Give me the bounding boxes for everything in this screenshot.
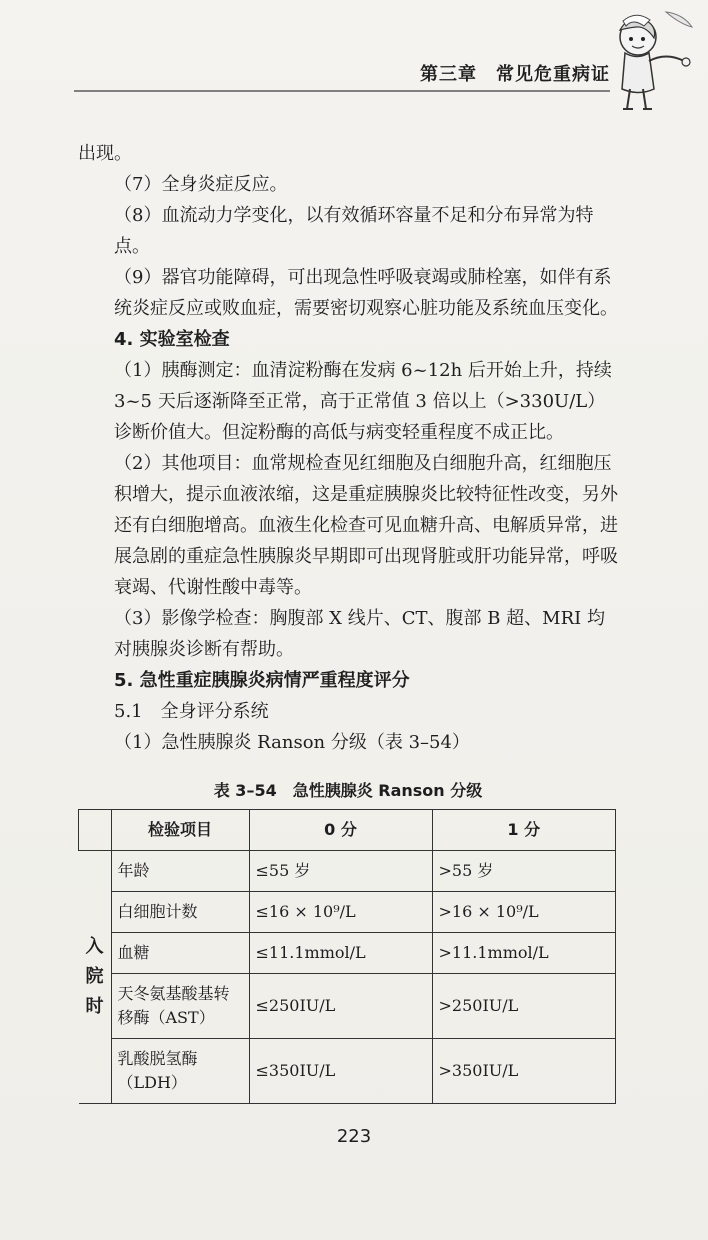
paragraph-continuation: 出现。 bbox=[78, 143, 132, 164]
nurse-mascot-icon bbox=[612, 8, 698, 118]
subsection-title-whole-body-score: 5.1 全身评分系统 bbox=[114, 701, 269, 722]
page-footer bbox=[0, 1126, 708, 1147]
page-header bbox=[74, 46, 610, 88]
table-row bbox=[79, 851, 616, 892]
table-row bbox=[79, 974, 616, 1039]
lab-test-item-2: （2）其他项目：血常规检查见红细胞及白细胞升高，红细胞压积增大，提示血液浓缩，这是重症胰腺炎比较特征性改变，另外还有白细胞增高。血液生化检查可见血糖升高、电解质异常，进展急剧的重症急性胰腺炎早期即可出现肾脏或肝功能异常，呼吸衰竭、代谢性酸中毒等。 bbox=[114, 453, 618, 598]
table-cell-item: 年龄 bbox=[111, 851, 249, 892]
table-cell-score-0: ≤350IU/L bbox=[249, 1039, 432, 1104]
table-header-score-1: 1 分 bbox=[432, 810, 616, 851]
table-row bbox=[79, 1039, 616, 1104]
table-body bbox=[79, 851, 616, 1104]
lab-test-item-1: （1）胰酶测定：血清淀粉酶在发病 6~12h 后开始上升，持续 3~5 天后逐渐降至正常，高于正常值 3 倍以上（>330U/L）诊断价值大。但淀粉酶的高低与病变轻重程度不成正比。 bbox=[114, 360, 612, 443]
section-title-lab-tests: 4. 实验室检查 bbox=[114, 329, 230, 350]
paragraph-item-8: （8）血流动力学变化，以有效循环容量不足和分布异常为特点。 bbox=[114, 205, 594, 257]
table-cell-score-0: ≤16 × 10⁹/L bbox=[249, 892, 432, 933]
paragraph-item-7: （7）全身炎症反应。 bbox=[114, 174, 288, 195]
ranson-table bbox=[78, 809, 616, 1104]
table-cell-score-1: >350IU/L bbox=[432, 1039, 616, 1104]
table-row bbox=[79, 933, 616, 974]
section-title-severity-score: 5. 急性重症胰腺炎病情严重程度评分 bbox=[114, 670, 410, 691]
page-content bbox=[78, 138, 618, 1104]
table-header-item: 检验项目 bbox=[111, 810, 249, 851]
table-cell-score-0: ≤250IU/L bbox=[249, 974, 432, 1039]
table-cell-score-0: ≤55 岁 bbox=[249, 851, 432, 892]
table-cell-score-1: >11.1mmol/L bbox=[432, 933, 616, 974]
table-cell-score-1: >250IU/L bbox=[432, 974, 616, 1039]
table-header-empty bbox=[79, 810, 112, 851]
table-header bbox=[79, 810, 616, 851]
table-row bbox=[79, 892, 616, 933]
table-title: 表 3–54 急性胰腺炎 Ranson 分级 bbox=[213, 781, 483, 800]
admission-group-label: 入 院 时 bbox=[85, 936, 104, 1017]
admission-group-cell bbox=[79, 851, 112, 1104]
table-cell-score-1: >55 岁 bbox=[432, 851, 616, 892]
table-cell-item: 血糖 bbox=[111, 933, 249, 974]
ranson-intro-text: （1）急性胰腺炎 Ranson 分级（表 3–54） bbox=[114, 732, 470, 753]
table-header-row bbox=[79, 810, 616, 851]
lab-test-item-3: （3）影像学检查：胸腹部 X 线片、CT、腹部 B 超、MRI 均对胰腺炎诊断有帮助。 bbox=[114, 608, 605, 660]
table-cell-item: 乳酸脱氢酶（LDH） bbox=[111, 1039, 249, 1104]
header-divider bbox=[74, 90, 610, 92]
page-number: 223 bbox=[336, 1126, 372, 1147]
table-cell-score-1: >16 × 10⁹/L bbox=[432, 892, 616, 933]
table-cell-item: 白细胞计数 bbox=[111, 892, 249, 933]
table-cell-item: 天冬氨基酸基转移酶（AST） bbox=[111, 974, 249, 1039]
table-header-score-0: 0 分 bbox=[249, 810, 432, 851]
paragraph-item-9: （9）器官功能障碍，可出现急性呼吸衰竭或肺栓塞，如伴有系统炎症反应或败血症，需要密切观察心脏功能及系统血压变化。 bbox=[114, 267, 618, 319]
chapter-title: 第三章 常见危重病证 bbox=[420, 64, 610, 85]
table-cell-score-0: ≤11.1mmol/L bbox=[249, 933, 432, 974]
